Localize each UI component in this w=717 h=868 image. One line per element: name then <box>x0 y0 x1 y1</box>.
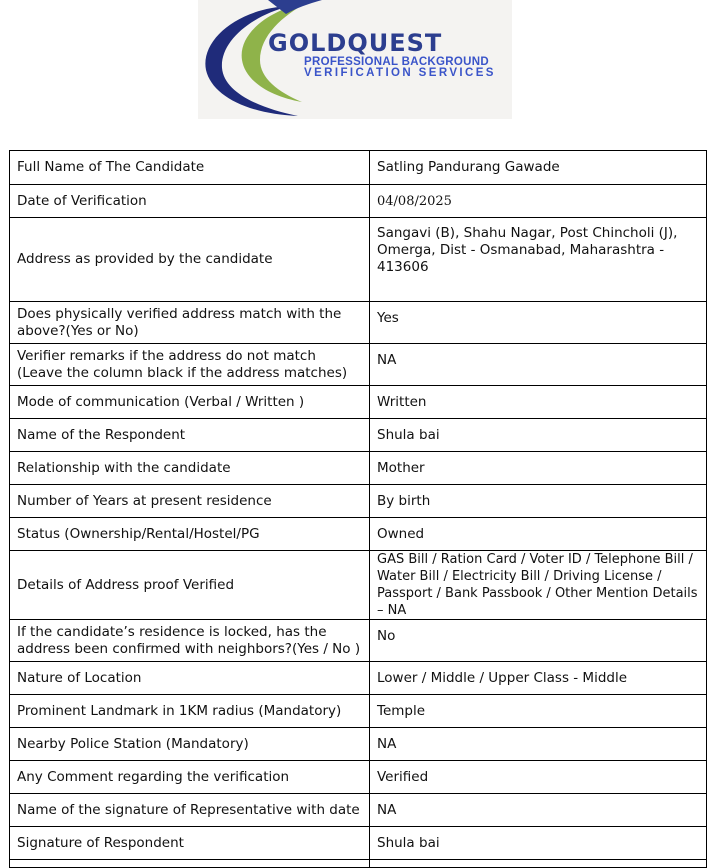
field-value: NA <box>370 344 707 386</box>
field-label: Verifier remarks if the address do not match (Leave the column black if the address matches) <box>10 344 370 386</box>
table-row-partial <box>10 860 707 868</box>
field-value: Owned <box>370 518 707 551</box>
field-label: Nature of Location <box>10 662 370 695</box>
table-row <box>10 185 707 218</box>
field-label: Name of the signature of Representative with date <box>10 794 370 827</box>
field-value: Mother <box>370 452 707 485</box>
table-row <box>10 794 707 827</box>
empty-cell <box>370 860 707 868</box>
field-value: Sangavi (B), Shahu Nagar, Post Chincholi (J), Omerga, Dist - Osmanabad, Maharashtra - 413606 <box>370 218 707 302</box>
field-value: Written <box>370 386 707 419</box>
field-label: Number of Years at present residence <box>10 485 370 518</box>
field-label: Prominent Landmark in 1KM radius (Mandatory) <box>10 695 370 728</box>
field-value: No <box>370 620 707 662</box>
field-value: GAS Bill / Ration Card / Voter ID / Telephone Bill / Water Bill / Electricity Bill / Driving License / Passport / Bank Passbook / Other Mention Details – NA <box>370 551 707 620</box>
table-row <box>10 386 707 419</box>
field-label: Status (Ownership/Rental/Hostel/PG <box>10 518 370 551</box>
field-value: Yes <box>370 302 707 344</box>
table-row <box>10 695 707 728</box>
field-value: By birth <box>370 485 707 518</box>
company-logo <box>198 0 512 119</box>
logo-tagline-2: VERIFICATION SERVICES <box>304 67 496 79</box>
table-row <box>10 662 707 695</box>
field-label: If the candidate’s residence is locked, has the address been confirmed with neighbors?(Yes / No ) <box>10 620 370 662</box>
verification-form-table <box>9 150 707 868</box>
field-value: Shula bai <box>370 827 707 860</box>
table-row <box>10 827 707 860</box>
table-row <box>10 151 707 185</box>
field-value: 04/08/2025 <box>370 185 707 218</box>
table-row <box>10 620 707 662</box>
field-label: Full Name of The Candidate <box>10 151 370 185</box>
logo-brand-text: GOLDQUEST <box>268 29 443 57</box>
field-value: Temple <box>370 695 707 728</box>
logo-tagline-1: PROFESSIONAL BACKGROUND <box>304 56 489 68</box>
field-label: Nearby Police Station (Mandatory) <box>10 728 370 761</box>
field-label: Signature of Respondent <box>10 827 370 860</box>
field-value: NA <box>370 728 707 761</box>
field-label: Relationship with the candidate <box>10 452 370 485</box>
field-label: Date of Verification <box>10 185 370 218</box>
table-row <box>10 485 707 518</box>
field-value: Lower / Middle / Upper Class - Middle <box>370 662 707 695</box>
field-label: Address as provided by the candidate <box>10 218 370 302</box>
empty-cell <box>10 860 370 868</box>
field-value: NA <box>370 794 707 827</box>
field-value: Satling Pandurang Gawade <box>370 151 707 185</box>
table-row <box>10 518 707 551</box>
field-value: Verified <box>370 761 707 794</box>
field-label: Any Comment regarding the verification <box>10 761 370 794</box>
field-label: Does physically verified address match with the above?(Yes or No) <box>10 302 370 344</box>
table-row <box>10 452 707 485</box>
field-label: Mode of communication (Verbal / Written ) <box>10 386 370 419</box>
field-label: Name of the Respondent <box>10 419 370 452</box>
table-row <box>10 302 707 344</box>
table-row <box>10 551 707 620</box>
table-row <box>10 761 707 794</box>
field-value: Shula bai <box>370 419 707 452</box>
table-row <box>10 218 707 302</box>
table-row <box>10 728 707 761</box>
table-row <box>10 419 707 452</box>
field-label: Details of Address proof Verified <box>10 551 370 620</box>
table-row <box>10 344 707 386</box>
